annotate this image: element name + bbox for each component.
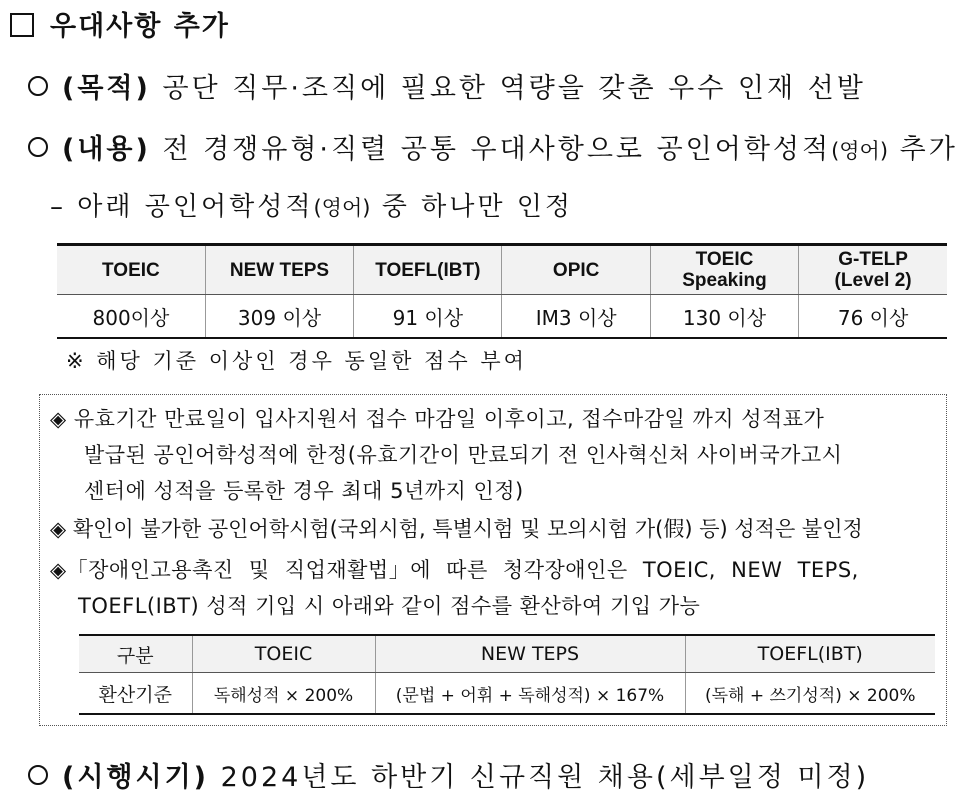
header-opic: OPIC — [502, 245, 650, 295]
header-toeic-speaking-line2: Speaking — [682, 270, 767, 291]
sub-text: 아래 공인어학성적 — [77, 192, 314, 222]
dash-bullet: – — [50, 192, 66, 222]
info-para-2: ◈ 확인이 불가한 공인어학시험(국외시험, 특별시험 및 모의시험 가(假) 등) 성적은 불인정 — [50, 517, 863, 541]
info-para-1-line-2: 발급된 공인어학성적에 한정(유효기간이 만료되기 전 인사혁신처 사이버국가고시 — [84, 443, 843, 467]
conv-header-toefl: TOEFL(IBT) — [685, 635, 935, 673]
conv-header-new-teps: NEW TEPS — [375, 635, 685, 673]
score-table-row — [57, 295, 947, 339]
sub-text-end: 중 하나만 인정 — [381, 192, 573, 222]
score-table-header-row — [57, 245, 947, 295]
score-cell: 309 이상 — [205, 295, 353, 339]
header-toeic-speaking — [650, 245, 798, 295]
conv-cell: (문법 + 어휘 + 독해성적) × 167% — [375, 673, 685, 715]
header-toefl: TOEFL(IBT) — [354, 245, 502, 295]
score-cell: 130 이상 — [650, 295, 798, 339]
sub-text-small: (영어) — [313, 196, 371, 220]
header-toeic-speaking-line1: TOEIC — [695, 249, 754, 270]
conversion-table — [79, 634, 935, 715]
conv-header-category: 구분 — [79, 635, 192, 673]
header-gtelp-line2: (Level 2) — [834, 270, 912, 291]
content-text-small: (영어) — [831, 139, 889, 163]
content-text: 전 경쟁유형·직렬 공통 우대사항으로 공인어학성적 — [162, 134, 832, 165]
content-label: (내용) — [62, 134, 151, 165]
content-text-end: 추가 — [899, 134, 958, 165]
note-text: ※ 해당 기준 이상인 경우 동일한 점수 부여 — [66, 349, 527, 373]
score-cell: 91 이상 — [354, 295, 502, 339]
content-item — [28, 127, 958, 166]
sub-item — [50, 186, 573, 223]
section-title: 우대사항 추가 — [50, 11, 230, 42]
schedule-text: 2024년도 하반기 신규직원 채용(세부일정 미정) — [220, 762, 870, 793]
conversion-table-header-row — [79, 635, 935, 673]
conv-cell-label: 환산기준 — [79, 673, 192, 715]
section-heading — [10, 4, 230, 43]
info-para-1-line-3: 센터에 성적을 등록한 경우 최대 5년까지 인정) — [84, 479, 524, 503]
purpose-text: 공단 직무·조직에 필요한 역량을 갖춘 우수 인재 선발 — [162, 73, 866, 104]
schedule-item — [28, 755, 869, 794]
score-cell: IM3 이상 — [502, 295, 650, 339]
circle-bullet-icon — [28, 765, 48, 785]
info-para-3-line-1: ◈「장애인고용촉진 및 직업재활법」에 따른 청각장애인은 TOEIC, NEW TEPS, — [50, 558, 859, 582]
header-gtelp — [799, 245, 947, 295]
checkbox-square-icon — [10, 13, 34, 37]
schedule-label: (시행시기) — [62, 762, 210, 793]
circle-bullet-icon — [28, 137, 48, 157]
info-para-3-line-2: TOEFL(IBT) 성적 기입 시 아래와 같이 점수를 환산하여 기입 가능 — [78, 594, 701, 618]
purpose-item — [28, 66, 866, 105]
score-cell: 800이상 — [57, 295, 205, 339]
score-table — [57, 243, 947, 339]
conv-header-toeic: TOEIC — [192, 635, 375, 673]
conv-cell: 독해성적 × 200% — [192, 673, 375, 715]
conv-cell: (독해 + 쓰기성적) × 200% — [685, 673, 935, 715]
info-para-1-line-1: ◈ 유효기간 만료일이 입사지원서 접수 마감일 이후이고, 접수마감일 까지 성적표가 — [50, 407, 825, 431]
circle-bullet-icon — [28, 76, 48, 96]
score-cell: 76 이상 — [799, 295, 947, 339]
header-new-teps: NEW TEPS — [205, 245, 353, 295]
header-gtelp-line1: G-TELP — [838, 249, 908, 270]
purpose-label: (목적) — [62, 73, 151, 104]
header-toeic: TOEIC — [57, 245, 205, 295]
conversion-table-row — [79, 673, 935, 715]
